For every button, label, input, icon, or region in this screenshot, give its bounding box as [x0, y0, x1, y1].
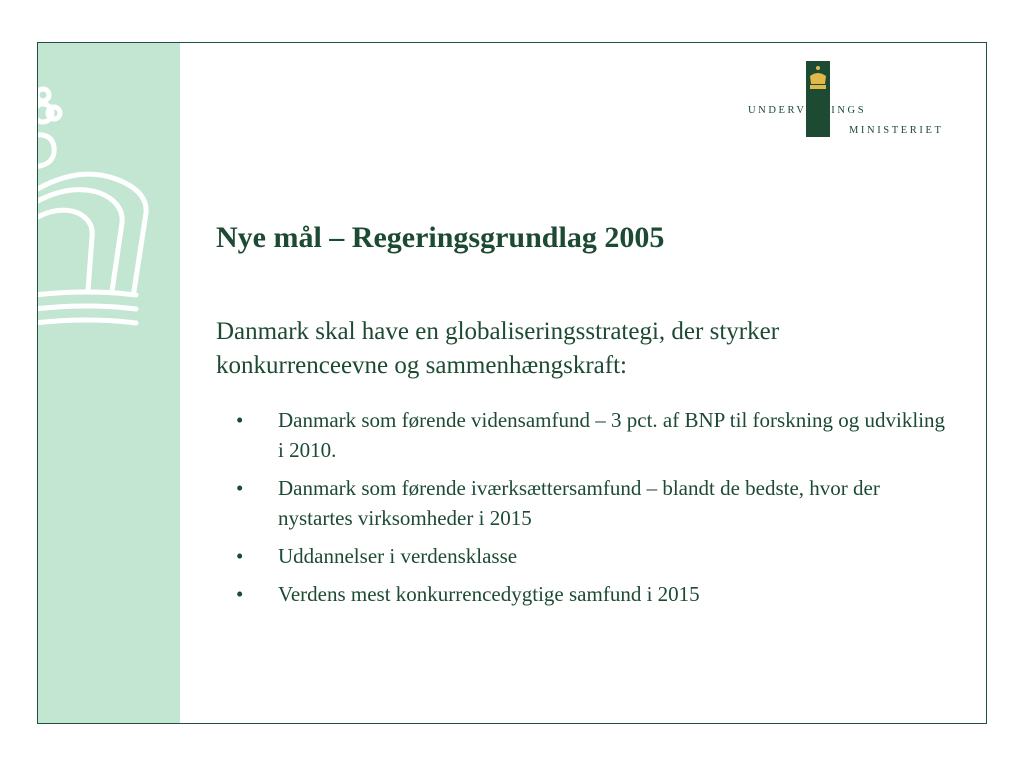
crown-outline-icon	[38, 43, 180, 333]
logo-mark	[806, 61, 830, 137]
slide-title: Nye mål – Regeringsgrundlag 2005	[216, 221, 665, 254]
bullet-marker: •	[236, 544, 244, 568]
bullet-marker: •	[236, 476, 244, 500]
slide	[37, 42, 987, 724]
bullet-item	[216, 579, 956, 609]
ministry-logo	[748, 61, 978, 141]
bullet-text: Danmark som førende iværksættersamfund – blandt de bedste, hvor der nystartes virksomheder i 2015	[278, 476, 880, 530]
bullet-item	[216, 473, 956, 533]
bullet-text: Verdens mest konkurrencedygtige samfund i 2015	[278, 582, 700, 606]
bullet-text: Danmark som førende vidensamfund – 3 pct. af BNP til forskning og udvikling i 2010.	[278, 408, 946, 462]
bullet-list	[216, 405, 956, 617]
bullet-text: Uddannelser i verdensklasse	[278, 544, 518, 568]
bullet-marker: •	[236, 408, 244, 432]
bullet-item	[216, 541, 956, 571]
side-band	[38, 43, 180, 723]
bullet-item	[216, 405, 956, 465]
bullet-marker: •	[236, 582, 244, 606]
logo-text-line1: UNDERVISNINGS	[748, 105, 867, 116]
intro-text: Danmark skal have en globaliseringsstrategi, der styrker konkurrenceevne og sammenhængskraft:	[216, 318, 780, 379]
logo-text-line2: MINISTERIET	[849, 125, 944, 136]
crown-icon	[806, 64, 830, 94]
